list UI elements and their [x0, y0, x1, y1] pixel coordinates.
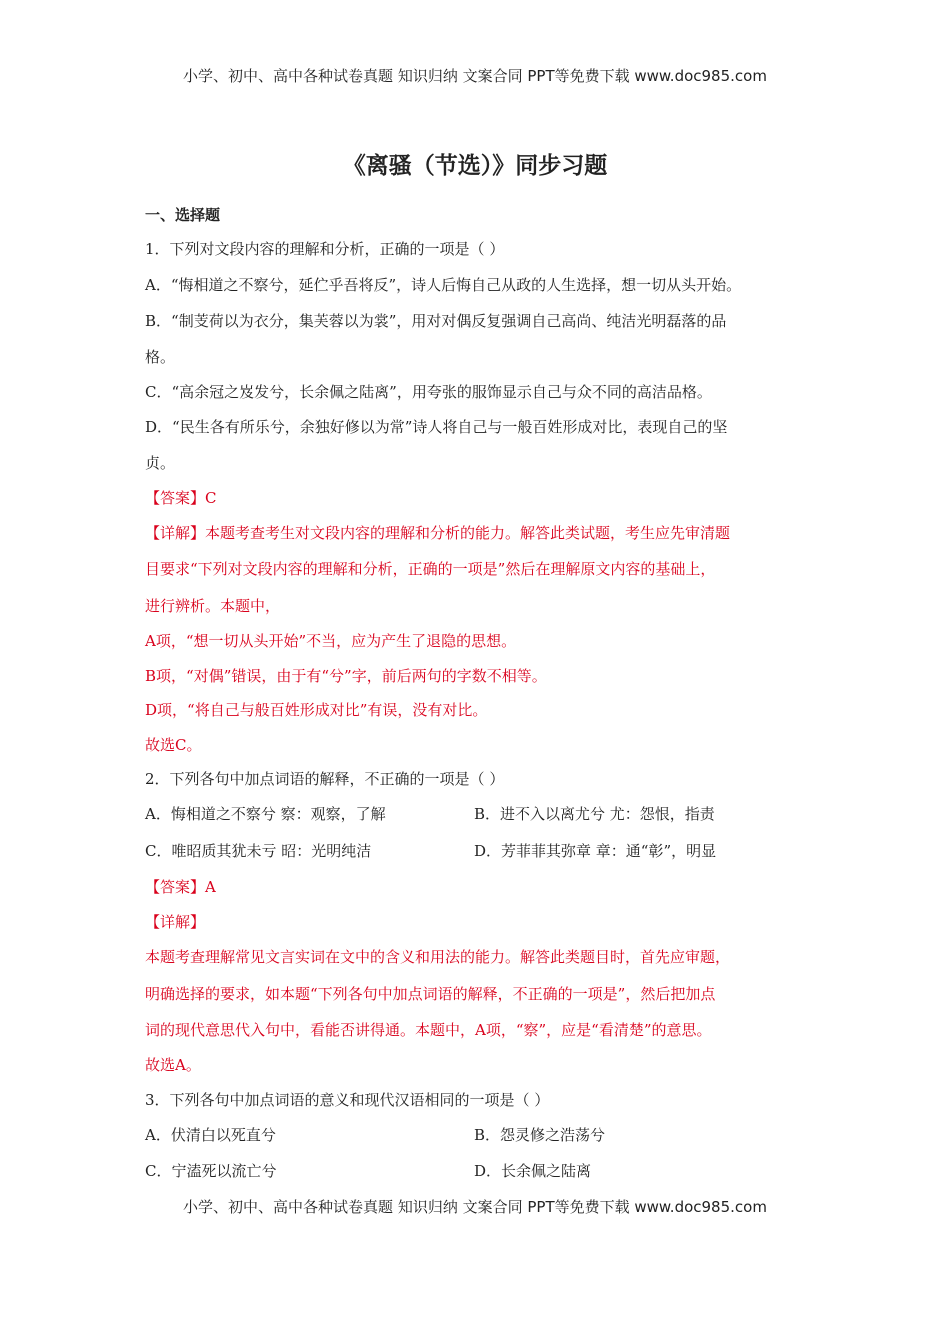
q2-stem: 2．下列各句中加点词语的解释，不正确的一项是（ ） — [145, 770, 505, 788]
page-footer: 小学、初中、高中各种试卷真题 知识归纳 文案合同 PPT等免费下载 www.doc985.com — [183, 1198, 767, 1216]
q2-detail-conclusion: 故选A。 — [145, 1056, 201, 1074]
q1-option-b: B．“制芰荷以为衣分，集芙蓉以为裳”，用对对偶反复强调自己高尚、纯洁光明磊落的品 — [145, 312, 727, 330]
document-title: 《离骚（节选）》同步习题 — [342, 153, 608, 179]
q1-option-d: D．“民生各有所乐兮，余独好修以为常”诗人将自己与一般百姓形成对比，表现自己的坚 — [145, 418, 728, 436]
q3-stem: 3．下列各句中加点词语的意义和现代汉语相同的一项是（ ） — [145, 1091, 550, 1109]
q2-option-b: B．进不入以离尤兮 尤：怨恨，指责 — [474, 805, 715, 823]
q1-detail: A项，“想一切从头开始”不当，应为产生了退隐的思想。 — [145, 632, 517, 650]
q2-option-c: C．唯昭质其犹未亏 昭：光明纯洁 — [145, 842, 372, 860]
q1-answer: 【答案】C — [145, 489, 217, 507]
q2-option-d: D．芳菲菲其弥章 章：通“彰”，明显 — [474, 842, 717, 860]
q1-option-a: A．“悔相道之不察兮，延伫乎吾将反”，诗人后悔自己从政的人生选择，想一切从头开始。 — [145, 276, 742, 294]
q1-option-b-cont: 格。 — [145, 348, 176, 366]
q2-answer: 【答案】A — [145, 878, 216, 896]
q3-option-d: D．长余佩之陆离 — [474, 1162, 592, 1180]
q1-option-c: C．“高余冠之岌发兮，长余佩之陆离”，用夸张的服饰显示自己与众不同的高洁品格。 — [145, 383, 712, 401]
q2-detail: 本题考查理解常见文言实词在文中的含义和用法的能力。解答此类题目时，首先应审题， — [145, 948, 731, 966]
q3-option-c: C．宁溘死以流亡兮 — [145, 1162, 277, 1180]
page-header: 小学、初中、高中各种试卷真题 知识归纳 文案合同 PPT等免费下载 www.doc985.com — [183, 67, 767, 85]
q2-option-a: A．悔相道之不察兮 察：观察，了解 — [145, 805, 386, 823]
q2-detail: 明确选择的要求，如本题“下列各句中加点词语的解释，不正确的一项是”，然后把加点 — [145, 985, 716, 1003]
q1-detail: 【详解】本题考查考生对文段内容的理解和分析的能力。解答此类试题，考生应先审清题 — [145, 524, 731, 542]
q2-detail: 词的现代意思代入句中，看能否讲得通。本题中，A项，“察”，应是“看清楚”的意思。 — [145, 1021, 712, 1039]
q1-detail: B项，“对偶”错误，由于有“兮”字，前后两句的字数不相等。 — [145, 667, 547, 685]
q1-detail: 目要求“下列对文段内容的理解和分析，正确的一项是”然后在理解原文内容的基础上， — [145, 560, 716, 578]
q1-detail: 进行辨析。本题中， — [145, 597, 281, 615]
q2-detail-heading: 【详解】 — [145, 913, 206, 931]
q3-option-a: A．伏清白以死直兮 — [145, 1126, 276, 1144]
section-heading: 一、选择题 — [145, 206, 221, 224]
q3-option-b: B．怨灵修之浩荡兮 — [474, 1126, 606, 1144]
q1-stem: 1．下列对文段内容的理解和分析，正确的一项是（ ） — [145, 240, 505, 258]
q1-option-d-cont: 贞。 — [145, 454, 176, 472]
q1-detail-conclusion: 故选C。 — [145, 736, 202, 754]
q1-detail: D项，“将自己与般百姓形成对比”有误，没有对比。 — [145, 701, 488, 719]
